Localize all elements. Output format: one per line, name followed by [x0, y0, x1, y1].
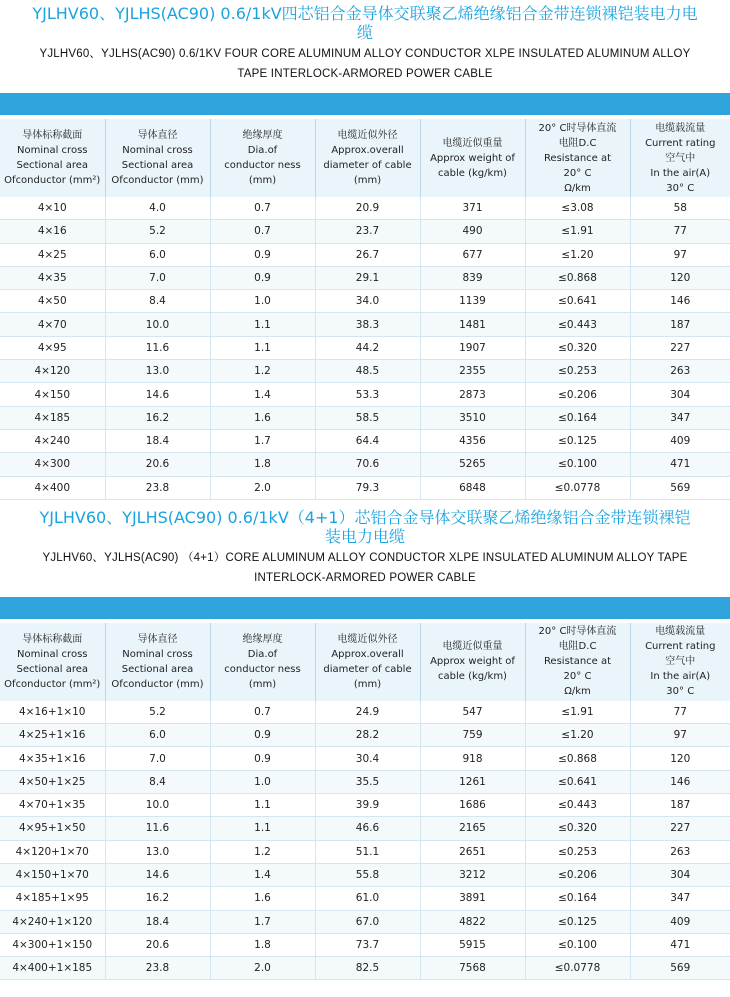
table-cell: 16.2 [105, 887, 210, 910]
table-cell: 77 [630, 220, 730, 243]
table-cell: 347 [630, 406, 730, 429]
header-line: 绝缘厚度 [211, 128, 315, 143]
header-line: 20° C [526, 166, 630, 181]
table-cell: 918 [420, 747, 525, 770]
header-line: (mm) [211, 677, 315, 692]
table-cell: ≤0.253 [525, 360, 630, 383]
table-row [0, 887, 730, 910]
table-cell: 1686 [420, 794, 525, 817]
table-cell: 1.6 [210, 887, 315, 910]
table-cell: 1481 [420, 313, 525, 336]
table-cell: 1.2 [210, 360, 315, 383]
table-cell: 4×120+1×70 [0, 840, 105, 863]
spec-section [0, 4, 730, 500]
table-cell: 29.1 [315, 266, 420, 289]
table-cell: ≤0.100 [525, 933, 630, 956]
table-cell: 1.1 [210, 794, 315, 817]
table-cell: 4×35+1×16 [0, 747, 105, 770]
column-header [630, 119, 730, 197]
header-line: Ofconductor (mm) [106, 173, 210, 188]
cable-spec-document [0, 4, 730, 980]
table-cell: 1.1 [210, 313, 315, 336]
header-line: 20° C时导体直流 [526, 624, 630, 639]
table-cell: 547 [420, 701, 525, 724]
table-cell: 7.0 [105, 747, 210, 770]
table-row [0, 429, 730, 452]
table-row [0, 747, 730, 770]
table-cell: 64.4 [315, 429, 420, 452]
column-header [420, 119, 525, 197]
header-line: 导体标称截面 [0, 128, 105, 143]
table-cell: ≤1.91 [525, 220, 630, 243]
table-cell: ≤0.0778 [525, 957, 630, 980]
header-line: Nominal cross [106, 647, 210, 662]
table-cell: 1.7 [210, 910, 315, 933]
table-row [0, 383, 730, 406]
table-cell: 490 [420, 220, 525, 243]
header-line: Approx weight of [421, 151, 525, 166]
table-cell: 16.2 [105, 406, 210, 429]
table-cell: ≤0.100 [525, 453, 630, 476]
table-cell: 1.8 [210, 933, 315, 956]
section-title-cn: YJLHV60、YJLHS(AC90) 0.6/1kV四芯铝合金导体交联聚乙烯绝缘铝合金带连锁裸铠装电力电缆 [25, 4, 705, 42]
table-cell: 0.9 [210, 266, 315, 289]
table-cell: 82.5 [315, 957, 420, 980]
header-line: Sectional area [0, 158, 105, 173]
table-cell: 1907 [420, 336, 525, 359]
table-cell: 4×95 [0, 336, 105, 359]
table-cell: 28.2 [315, 724, 420, 747]
table-cell: 6.0 [105, 724, 210, 747]
table-cell: 4×35 [0, 266, 105, 289]
header-line: Current rating [631, 136, 730, 151]
header-line: Resistance at [526, 654, 630, 669]
header-line: Nominal cross [106, 143, 210, 158]
table-cell: 38.3 [315, 313, 420, 336]
table-cell: 97 [630, 243, 730, 266]
table-cell: 2165 [420, 817, 525, 840]
table-row [0, 840, 730, 863]
table-cell: 1.1 [210, 336, 315, 359]
table-cell: 3510 [420, 406, 525, 429]
header-line: Nominal cross [0, 647, 105, 662]
table-cell: 48.5 [315, 360, 420, 383]
column-header [630, 623, 730, 701]
header-line: 电缆近似外径 [316, 128, 420, 143]
table-cell: 23.7 [315, 220, 420, 243]
table-cell: 0.9 [210, 724, 315, 747]
table-cell: ≤0.443 [525, 313, 630, 336]
table-row [0, 360, 730, 383]
table-cell: 18.4 [105, 910, 210, 933]
table-row [0, 406, 730, 429]
table-cell: 0.7 [210, 197, 315, 220]
column-header [210, 119, 315, 197]
table-cell: 187 [630, 794, 730, 817]
table-cell: ≤0.164 [525, 887, 630, 910]
table-cell: ≤0.125 [525, 910, 630, 933]
table-row [0, 957, 730, 980]
table-cell: ≤0.253 [525, 840, 630, 863]
table-cell: 18.4 [105, 429, 210, 452]
header-line: Resistance at [526, 151, 630, 166]
table-cell: 5265 [420, 453, 525, 476]
table-row [0, 313, 730, 336]
table-cell: 471 [630, 453, 730, 476]
table-cell: 0.9 [210, 747, 315, 770]
table-cell: 4×150 [0, 383, 105, 406]
column-header [315, 119, 420, 197]
table-cell: 409 [630, 429, 730, 452]
header-line: Approx.overall [316, 647, 420, 662]
header-line: (mm) [316, 173, 420, 188]
table-cell: 51.1 [315, 840, 420, 863]
table-cell: ≤1.91 [525, 701, 630, 724]
table-row [0, 290, 730, 313]
table-cell: 23.8 [105, 957, 210, 980]
table-cell: ≤3.08 [525, 197, 630, 220]
header-line: cable (kg/km) [421, 669, 525, 684]
table-cell: 10.0 [105, 313, 210, 336]
table-cell: 5915 [420, 933, 525, 956]
table-cell: 1.0 [210, 290, 315, 313]
table-cell: 30.4 [315, 747, 420, 770]
table-cell: ≤0.125 [525, 429, 630, 452]
table-row [0, 476, 730, 499]
table-cell: 1.0 [210, 770, 315, 793]
table-cell: ≤1.20 [525, 243, 630, 266]
table-cell: 20.6 [105, 933, 210, 956]
table-cell: 304 [630, 383, 730, 406]
table-cell: 39.9 [315, 794, 420, 817]
table-cell: ≤0.206 [525, 863, 630, 886]
table-cell: 58.5 [315, 406, 420, 429]
table-row [0, 336, 730, 359]
header-line: Sectional area [106, 158, 210, 173]
table-cell: 146 [630, 290, 730, 313]
table-row [0, 701, 730, 724]
table-row [0, 197, 730, 220]
table-cell: 4356 [420, 429, 525, 452]
table-cell: ≤0.320 [525, 336, 630, 359]
table-cell: 263 [630, 360, 730, 383]
table-cell: ≤1.20 [525, 724, 630, 747]
column-header [0, 623, 105, 701]
header-row [0, 623, 730, 701]
table-cell: 10.0 [105, 794, 210, 817]
table-cell: 26.7 [315, 243, 420, 266]
header-line: 电缆近似重量 [421, 136, 525, 151]
table-cell: 677 [420, 243, 525, 266]
table-cell: 3212 [420, 863, 525, 886]
table-cell: 4×185+1×95 [0, 887, 105, 910]
table-cell: 4×185 [0, 406, 105, 429]
header-line: Ofconductor (mm²) [0, 173, 105, 188]
table-cell: 11.6 [105, 817, 210, 840]
table-row [0, 724, 730, 747]
header-line: Current rating [631, 639, 730, 654]
header-line: 30° C [631, 181, 730, 196]
table-cell: 4×240 [0, 429, 105, 452]
table-cell: 759 [420, 724, 525, 747]
table-row [0, 910, 730, 933]
table-cell: 4×25+1×16 [0, 724, 105, 747]
header-line: 空气中 [631, 151, 730, 166]
table-cell: 6.0 [105, 243, 210, 266]
header-line: conductor ness [211, 662, 315, 677]
header-line: conductor ness [211, 158, 315, 173]
spec-table [0, 119, 730, 500]
table-cell: 4822 [420, 910, 525, 933]
column-header [0, 119, 105, 197]
table-row [0, 220, 730, 243]
table-cell: 58 [630, 197, 730, 220]
table-row [0, 266, 730, 289]
header-line: Nominal cross [0, 143, 105, 158]
header-line: Sectional area [0, 662, 105, 677]
column-header [315, 623, 420, 701]
header-line: diameter of cable [316, 662, 420, 677]
header-line: diameter of cable [316, 158, 420, 173]
table-row [0, 794, 730, 817]
table-cell: 13.0 [105, 360, 210, 383]
table-cell: 53.3 [315, 383, 420, 406]
table-cell: 1.2 [210, 840, 315, 863]
column-header [210, 623, 315, 701]
table-cell: 70.6 [315, 453, 420, 476]
table-cell: 4×300 [0, 453, 105, 476]
table-cell: 409 [630, 910, 730, 933]
table-cell: 2355 [420, 360, 525, 383]
table-cell: 6848 [420, 476, 525, 499]
table-cell: 4×95+1×50 [0, 817, 105, 840]
table-cell: 2651 [420, 840, 525, 863]
header-line: Ω/km [526, 684, 630, 699]
table-cell: ≤0.443 [525, 794, 630, 817]
table-cell: 7.0 [105, 266, 210, 289]
table-row [0, 933, 730, 956]
table-cell: 839 [420, 266, 525, 289]
table-header-band [0, 93, 730, 115]
table-cell: 4×10 [0, 197, 105, 220]
header-line: 导体直径 [106, 632, 210, 647]
table-cell: 227 [630, 817, 730, 840]
table-cell: ≤0.206 [525, 383, 630, 406]
table-cell: 371 [420, 197, 525, 220]
table-cell: 24.9 [315, 701, 420, 724]
column-header [420, 623, 525, 701]
table-cell: 4×70 [0, 313, 105, 336]
table-cell: 471 [630, 933, 730, 956]
column-header [525, 119, 630, 197]
table-cell: 2873 [420, 383, 525, 406]
table-row [0, 770, 730, 793]
table-cell: 55.8 [315, 863, 420, 886]
table-cell: 4×16 [0, 220, 105, 243]
table-row [0, 863, 730, 886]
header-line: (mm) [211, 173, 315, 188]
table-cell: 8.4 [105, 770, 210, 793]
table-cell: 0.7 [210, 701, 315, 724]
header-line: Dia.of [211, 143, 315, 158]
table-cell: 14.6 [105, 383, 210, 406]
header-line: 30° C [631, 684, 730, 699]
table-cell: 20.6 [105, 453, 210, 476]
table-cell: 4×50+1×25 [0, 770, 105, 793]
header-line: 空气中 [631, 654, 730, 669]
table-row [0, 817, 730, 840]
header-line: Approx.overall [316, 143, 420, 158]
table-cell: 120 [630, 747, 730, 770]
table-row [0, 243, 730, 266]
section-title-cn: YJLHV60、YJLHS(AC90) 0.6/1kV（4+1）芯铝合金导体交联聚乙烯绝缘铝合金带连锁裸铠装电力电缆 [35, 508, 695, 546]
table-cell: 8.4 [105, 290, 210, 313]
header-line: In the air(A) [631, 166, 730, 181]
header-line: 电缆载流量 [631, 121, 730, 136]
header-line: cable (kg/km) [421, 166, 525, 181]
header-line: Approx weight of [421, 654, 525, 669]
spec-table [0, 623, 730, 981]
table-cell: 227 [630, 336, 730, 359]
table-cell: 2.0 [210, 957, 315, 980]
table-header-band [0, 597, 730, 619]
table-cell: 4.0 [105, 197, 210, 220]
header-line: Ω/km [526, 181, 630, 196]
table-cell: 4×240+1×120 [0, 910, 105, 933]
table-cell: 1.4 [210, 863, 315, 886]
table-cell: 1.7 [210, 429, 315, 452]
table-cell: 569 [630, 476, 730, 499]
table-cell: 187 [630, 313, 730, 336]
table-cell: 7568 [420, 957, 525, 980]
table-cell: ≤0.868 [525, 747, 630, 770]
table-cell: 5.2 [105, 220, 210, 243]
header-line: Dia.of [211, 647, 315, 662]
table-cell: ≤0.868 [525, 266, 630, 289]
table-cell: 13.0 [105, 840, 210, 863]
table-cell: 1261 [420, 770, 525, 793]
table-cell: 4×50 [0, 290, 105, 313]
header-line: 20° C [526, 669, 630, 684]
table-cell: 5.2 [105, 701, 210, 724]
column-header [525, 623, 630, 701]
table-cell: 44.2 [315, 336, 420, 359]
table-cell: 1.8 [210, 453, 315, 476]
table-cell: 146 [630, 770, 730, 793]
table-cell: 0.9 [210, 243, 315, 266]
table-cell: 46.6 [315, 817, 420, 840]
spec-section [0, 508, 730, 981]
column-header [105, 623, 210, 701]
table-cell: 1139 [420, 290, 525, 313]
table-cell: ≤0.164 [525, 406, 630, 429]
table-cell: 4×400+1×185 [0, 957, 105, 980]
table-cell: 4×400 [0, 476, 105, 499]
table-cell: 569 [630, 957, 730, 980]
table-cell: 4×120 [0, 360, 105, 383]
header-line: (mm) [316, 677, 420, 692]
table-cell: 34.0 [315, 290, 420, 313]
table-cell: 347 [630, 887, 730, 910]
table-cell: 4×16+1×10 [0, 701, 105, 724]
header-line: 电阻D.C [526, 136, 630, 151]
table-cell: ≤0.641 [525, 770, 630, 793]
table-cell: 1.6 [210, 406, 315, 429]
header-line: 绝缘厚度 [211, 632, 315, 647]
table-cell: 3891 [420, 887, 525, 910]
table-cell: 35.5 [315, 770, 420, 793]
table-cell: 79.3 [315, 476, 420, 499]
table-cell: 77 [630, 701, 730, 724]
table-cell: 23.8 [105, 476, 210, 499]
table-cell: 97 [630, 724, 730, 747]
header-line: Sectional area [106, 662, 210, 677]
header-line: 导体直径 [106, 128, 210, 143]
column-header [105, 119, 210, 197]
header-row [0, 119, 730, 197]
table-row [0, 453, 730, 476]
table-cell: 304 [630, 863, 730, 886]
table-cell: 11.6 [105, 336, 210, 359]
header-line: 电缆近似重量 [421, 639, 525, 654]
section-title-en: YJLHV60、YJLHS(AC90) （4+1）CORE ALUMINUM ALLOY CONDUCTOR XLPE INSULATED ALUMINUM ALLOY TAPE INTERLOCK-ARMORED POWER CABLE [35, 548, 695, 588]
table-cell: 4×300+1×150 [0, 933, 105, 956]
table-cell: 1.1 [210, 817, 315, 840]
header-line: 导体标称截面 [0, 632, 105, 647]
header-line: Ofconductor (mm) [106, 677, 210, 692]
table-cell: 1.4 [210, 383, 315, 406]
header-line: In the air(A) [631, 669, 730, 684]
table-cell: 14.6 [105, 863, 210, 886]
header-line: 电阻D.C [526, 639, 630, 654]
table-cell: 67.0 [315, 910, 420, 933]
table-cell: 263 [630, 840, 730, 863]
table-cell: 20.9 [315, 197, 420, 220]
table-cell: 2.0 [210, 476, 315, 499]
table-cell: 61.0 [315, 887, 420, 910]
table-cell: ≤0.0778 [525, 476, 630, 499]
header-line: Ofconductor (mm²) [0, 677, 105, 692]
table-cell: 4×150+1×70 [0, 863, 105, 886]
table-cell: 73.7 [315, 933, 420, 956]
header-line: 电缆近似外径 [316, 632, 420, 647]
section-title-en: YJLHV60、YJLHS(AC90) 0.6/1KV FOUR CORE ALUMINUM ALLOY CONDUCTOR XLPE INSULATED ALUMINUM ALLOY TAPE INTERLOCK-ARMORED POWER CABLE [35, 44, 695, 84]
header-line: 20° C时导体直流 [526, 121, 630, 136]
table-cell: 4×70+1×35 [0, 794, 105, 817]
table-cell: 120 [630, 266, 730, 289]
table-cell: ≤0.641 [525, 290, 630, 313]
header-line: 电缆载流量 [631, 624, 730, 639]
table-cell: 0.7 [210, 220, 315, 243]
table-cell: 4×25 [0, 243, 105, 266]
table-cell: ≤0.320 [525, 817, 630, 840]
